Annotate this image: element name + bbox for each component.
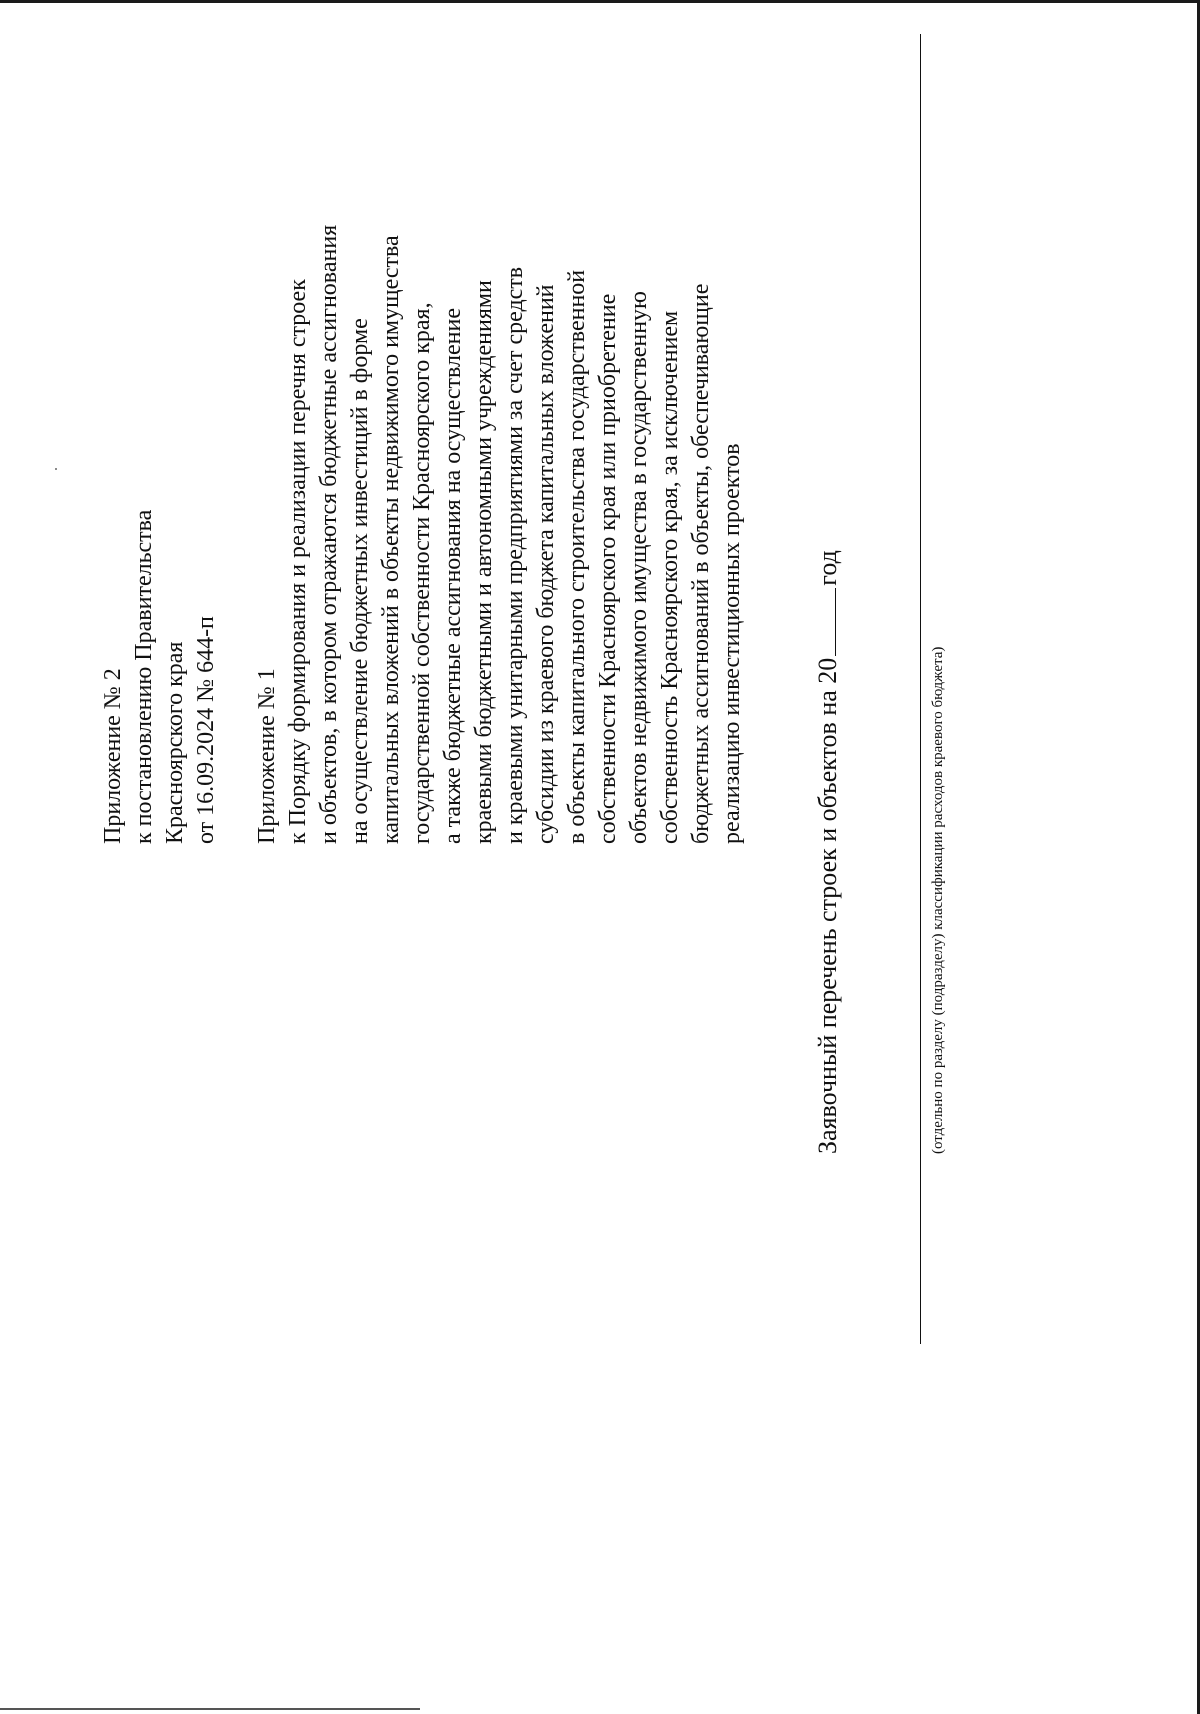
title-underline [920, 34, 921, 1344]
appendix-1-line: и краевыми унитарными предприятиями за счет средств [502, 266, 528, 844]
appendix-2-line: Приложение № 2 [100, 668, 126, 844]
appendix-1-line: капитальных вложений в объекты недвижимого имущества [378, 235, 404, 844]
appendix-1-line: собственности Красноярского края или приобретение [595, 293, 621, 844]
appendix-1-line: в объекты капитального строительства государственной [564, 269, 590, 844]
appendix-2-heading [98, 510, 222, 844]
appendix-1-line: к Порядку формирования и реализации перечня строек [285, 279, 311, 844]
year-blank-field [813, 588, 836, 656]
appendix-1-line: а также бюджетные ассигнования на осуществление [440, 308, 466, 844]
appendix-1-line: краевыми бюджетными и автономными учреждениями [471, 280, 497, 844]
appendix-1-line: на осуществление бюджетных инвестиций в форме [347, 318, 373, 844]
appendix-1-line: реализацию инвестиционных проектов [719, 443, 745, 844]
appendix-1-line: субсидии из краевого бюджета капитальных вложений [533, 284, 559, 844]
appendix-2-line: от 16.09.2024 № 644-п [193, 616, 219, 844]
document-title [813, 550, 843, 1154]
appendix-2-line: Красноярского края [162, 641, 188, 844]
appendix-1-line: объектов недвижимого имущества в государственную [626, 291, 652, 844]
appendix-1-heading [252, 225, 748, 844]
appendix-1-line: собственность Красноярского края, за исключением [657, 310, 683, 844]
appendix-1-line: бюджетных ассигнований в объекты, обеспечивающие [688, 283, 714, 844]
document-title-prefix: Заявочный перечень строек и объектов на 20 [813, 657, 842, 1154]
title-footnote: (отдельно по разделу (подразделу) классификации расходов краевого бюджета) [930, 646, 946, 1154]
appendix-1-line: государственной собственности Красноярского края, [409, 302, 435, 844]
appendix-1-line: и объектов, в котором отражаются бюджетные ассигнования [316, 224, 342, 844]
appendix-1-line: Приложение № 1 [254, 668, 280, 844]
document-title-suffix: год [813, 550, 842, 586]
appendix-2-line: к постановлению Правительства [131, 509, 157, 844]
